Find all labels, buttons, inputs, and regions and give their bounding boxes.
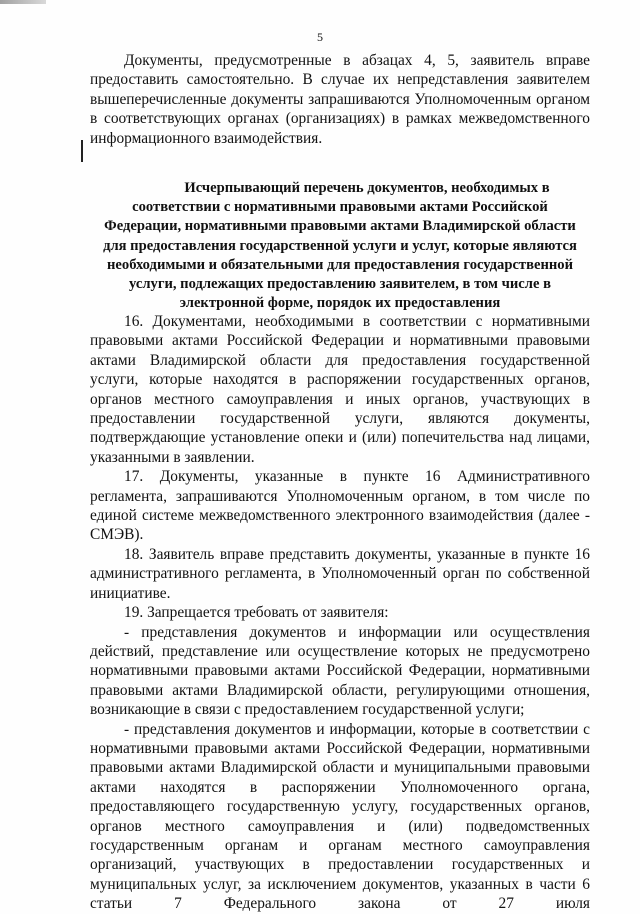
intro-block xyxy=(90,51,590,148)
page-number: 5 xyxy=(317,30,323,44)
paragraph-16: 16. Документами, необходимыми в соответствии с нормативными правовыми актами Российской Федерации и нормативными правовыми актами Владимирской области для предоставления государственной услуги, которые находятся в распоряжении государственных органов, органов местного самоуправления и иных органов, участвующих в предоставлении государственной услуги, являются документы, подтверждающие установление опеки и (или) попечительства над лицами, указанными в заявлении. xyxy=(90,313,590,466)
margin-bar xyxy=(81,140,83,162)
intro-paragraph: Документы, предусмотренные в абзацах 4, 5, заявитель вправе предоставить самостоятельно. В случае их непредставления заявителем вышеперечисленные документы запрашиваются Уполномоченным органом в соответствующих органах (организациях) в рамках межведомственного информационного взаимодействия. xyxy=(90,52,590,147)
heading-line: соответствии с нормативными правовыми актами Российской xyxy=(132,199,548,216)
paragraph-17: 17. Документы, указанные в пункте 16 Административного регламента, запрашиваются Уполномоченным органом, в том числе по единой системе межведомственного электронного взаимодействия (далее - СМЭВ). xyxy=(90,468,590,544)
heading-line: электронной форме, порядок их предоставления xyxy=(179,295,501,312)
heading-line: для предоставления государственной услуги и услуг, которые являются xyxy=(103,237,577,254)
main-text xyxy=(90,312,590,914)
heading-line: необходимыми и обязательными для предоставления государственной xyxy=(107,256,573,273)
heading-line: Исчерпывающий перечень документов, необходимых в xyxy=(184,180,550,196)
paragraph-18: 18. Заявитель вправе представить документы, указанные в пункте 16 административного регламента, в Уполномоченный орган по собственной инициативе. xyxy=(90,545,590,602)
list-item: - представления документов и информации, которые в соответствии с нормативными правовыми актами Российской Федерации, нормативными правовыми актами Владимирской области и муниципальными правовыми актами находятся в распоряжении Уполномоченного органа, предоставляющего государственную услугу, государственных органов, органов местного самоуправления и (или) подведомственных государственным органам и органам местного самоуправления организаций, участвующих в предоставлении государственных и муниципальных услуг, за исключением документов, указанных в части 6 статьи 7 Федерального закона от 27 июля xyxy=(90,720,590,913)
heading-line: Федерации, нормативными правовыми актами Владимирской области xyxy=(104,218,576,235)
list-item: - представления документов и информации или осуществления действий, представление или осуществление которых не предусмотрено нормативными правовыми актами Российской Федерации, нормативными правовыми актами Владимирской области, регулирующими отношения, возникающие в связи с предоставлением государственной услуги; xyxy=(90,623,590,719)
heading-line: услуги, подлежащих предоставлению заявителем, в том числе в xyxy=(129,276,551,293)
section-heading xyxy=(90,179,590,313)
paragraph-19: 19. Запрещается требовать от заявителя: xyxy=(124,604,389,622)
scan-edge-mark xyxy=(0,0,46,4)
